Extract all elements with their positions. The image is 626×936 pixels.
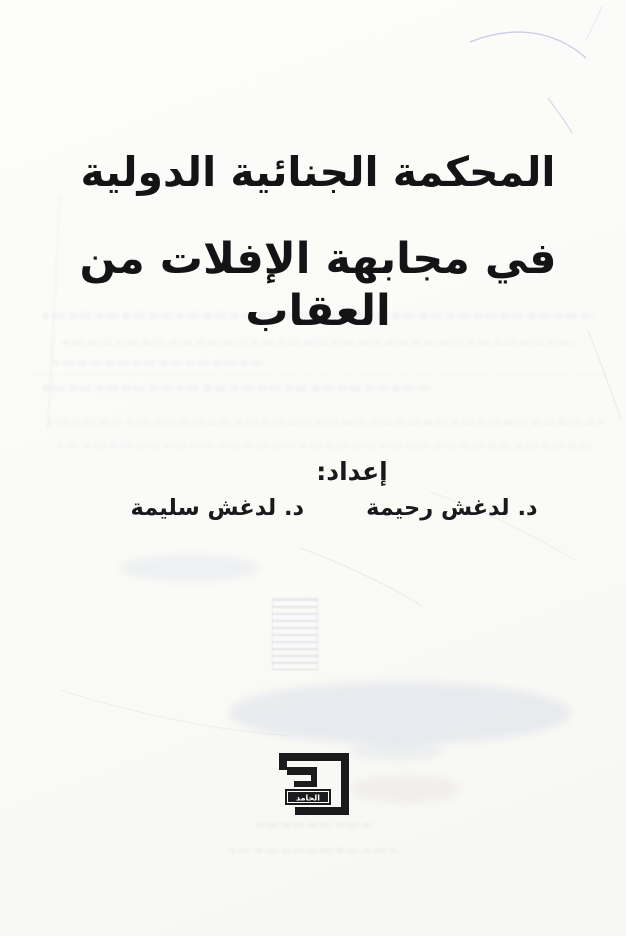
publisher-logo-icon (277, 751, 351, 817)
author-name: د. لدغش سليمة (130, 495, 305, 521)
prepared-by-label: إعداد: (316, 457, 388, 486)
dar-al-hamed-logo (277, 751, 351, 817)
book-title-line-2: في مجابهة الإفلات من العقاب (79, 234, 557, 336)
publisher-logo-text: الحامد (295, 793, 321, 803)
bleed-through-artifact (42, 385, 432, 392)
ghost-calligraphy-artifact (120, 555, 260, 581)
bleed-through-artifact (46, 419, 604, 426)
ghost-stamp-artifact (272, 598, 318, 670)
ghost-calligraphy-artifact (352, 742, 442, 760)
bleed-through-artifact (56, 443, 596, 449)
ghost-calligraphy-artifact (230, 682, 570, 744)
bleed-through-artifact (228, 848, 400, 853)
bleed-through-artifact (255, 822, 375, 828)
ghost-calligraphy-artifact (350, 775, 460, 803)
bleed-through-artifact (62, 340, 577, 346)
book-title-line-1: المحكمة الجنائية الدولية (80, 148, 556, 196)
bleed-through-artifact (52, 360, 267, 366)
authors-row (21, 495, 626, 521)
bleed-through-artifact (35, 374, 610, 376)
author-name: د. لدغش رحيمة (366, 495, 538, 521)
